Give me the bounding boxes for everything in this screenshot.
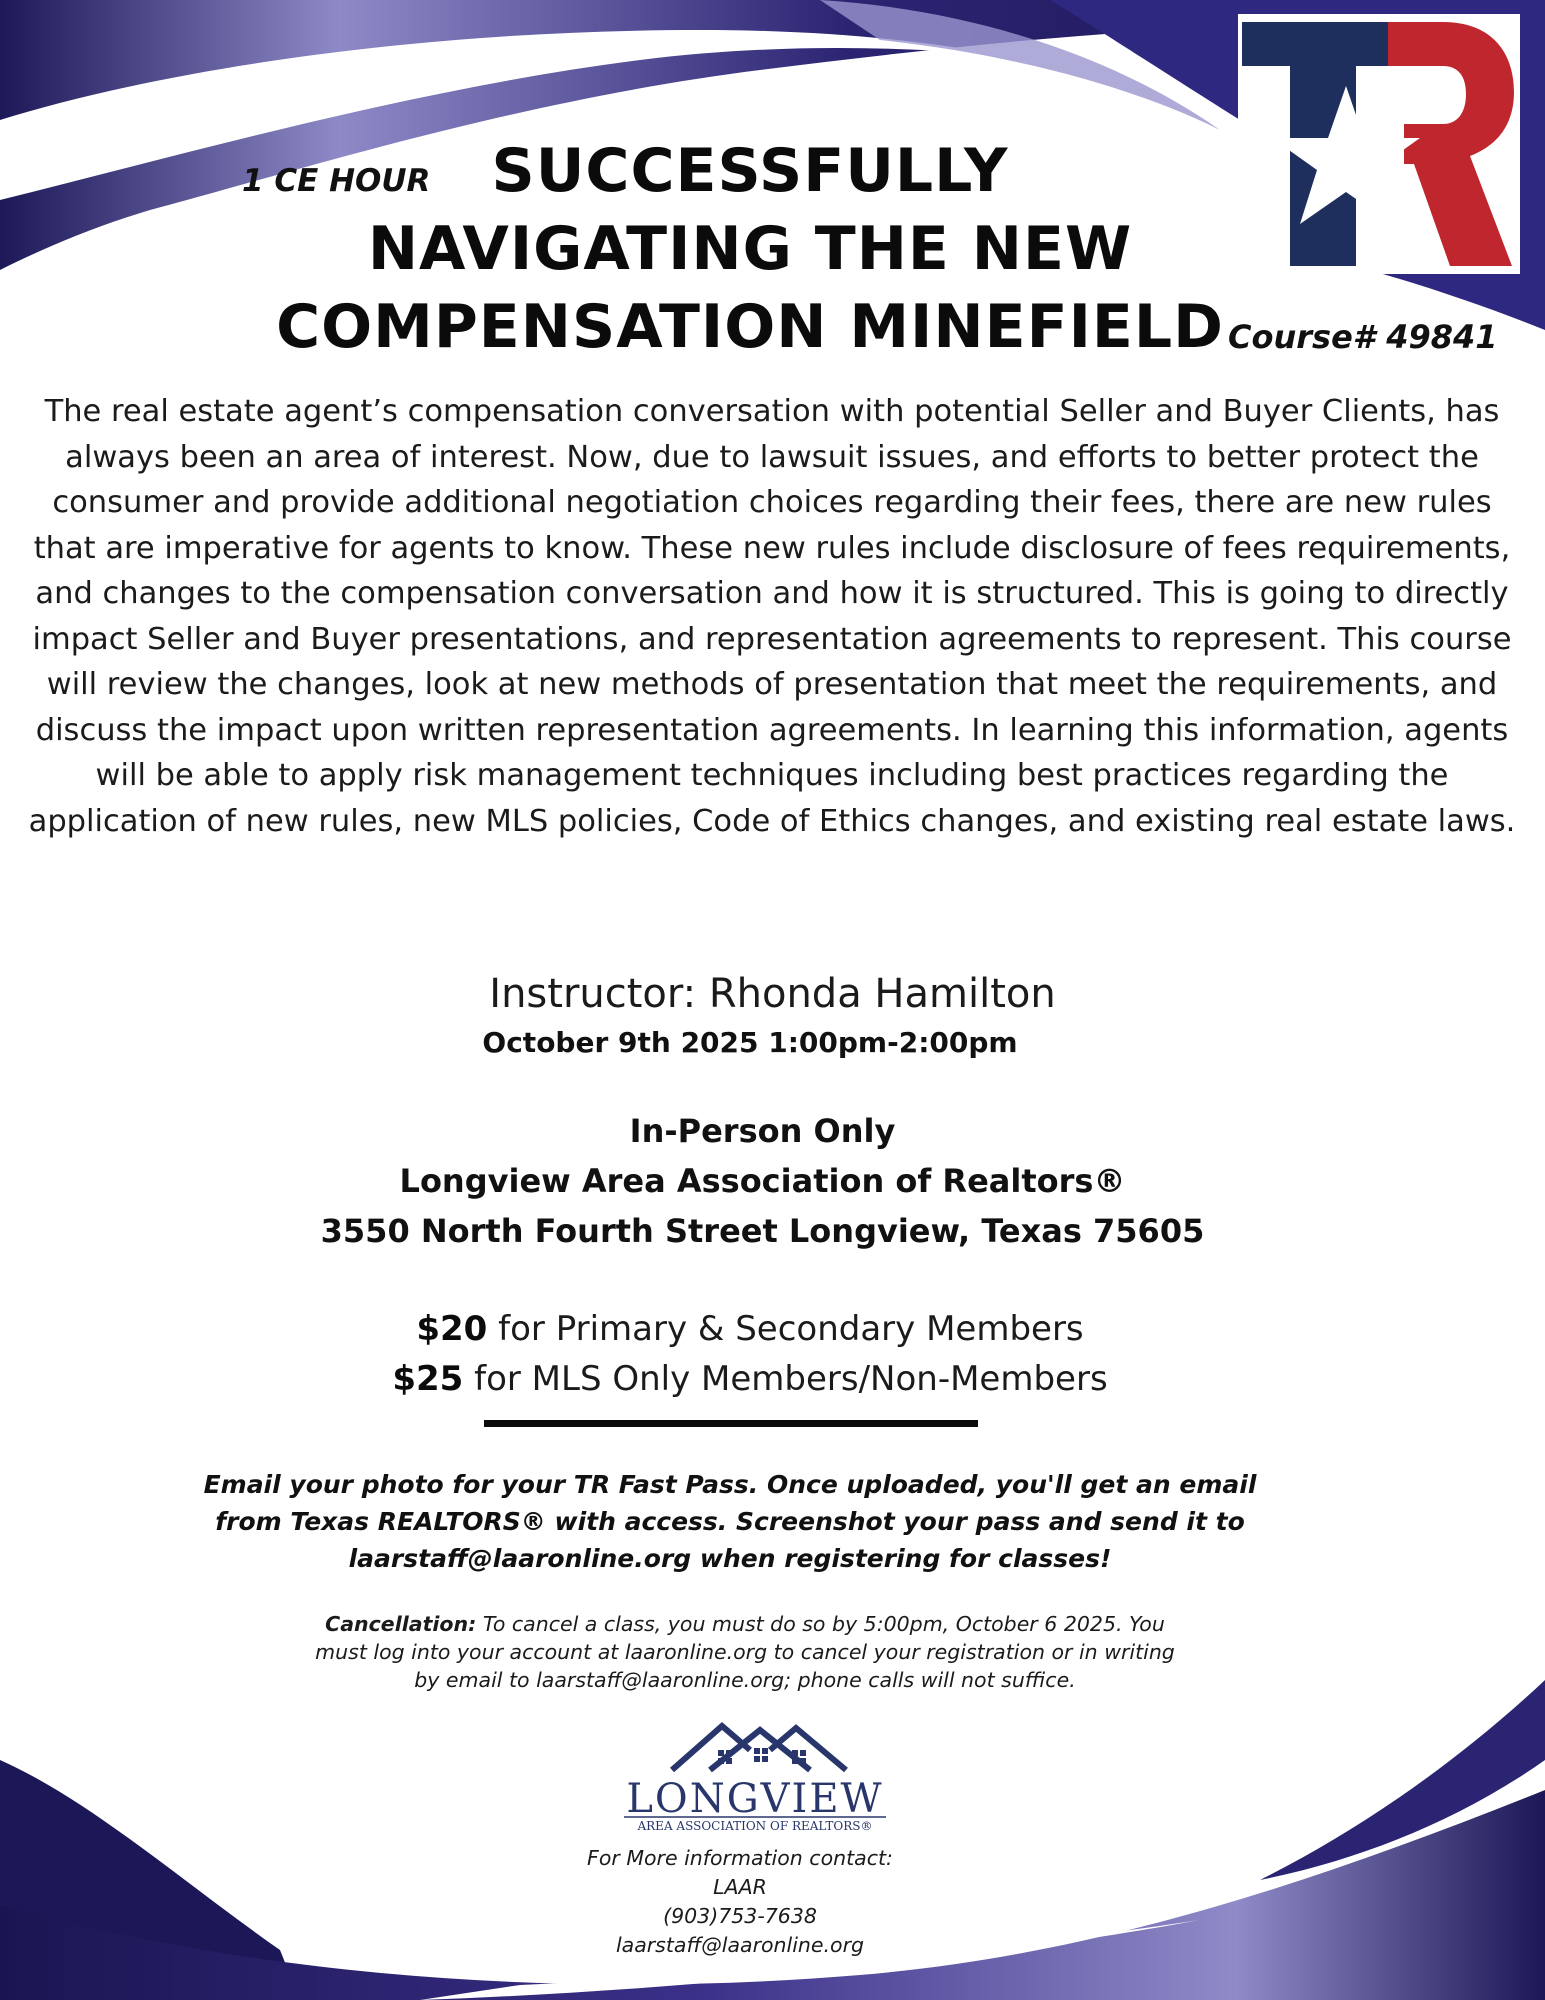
cancellation-line: by email to laarstaff@laaronline.org; phone calls will not suffice. [414,1668,1076,1692]
contact-heading: For More information contact: [587,1846,893,1870]
contact-info [0,1844,1480,1960]
venue-name: Longview Area Association of Realtors® [399,1162,1126,1200]
texas-realtors-logo-icon [1238,14,1520,274]
price-amount: $25 [392,1359,464,1399]
fast-pass-line: laarstaff@laaronline.org when registering for classes! [348,1544,1112,1573]
cancellation-line [240,1610,1250,1638]
longview-houses-logo-icon [610,1720,900,1832]
price-row [0,1304,1500,1354]
venue-address: 3550 North Fourth Street Longview, Texas 75605 [320,1212,1205,1250]
course-title [250,132,1250,366]
price-label: for MLS Only Members/Non-Members [474,1359,1108,1399]
contact-phone: (903)753-7638 [663,1904,817,1928]
price-row [0,1354,1500,1404]
section-divider [484,1420,978,1427]
pricing-block [0,1304,1500,1404]
cancellation-text: To cancel a class, you must do so by 5:00pm, October 6 2025. You [482,1612,1165,1636]
cancellation-line: must log into your account at laaronline.org to cancel your registration or in writing [315,1640,1175,1664]
title-line: SUCCESSFULLY [491,136,1009,206]
venue-format: In-Person Only [629,1112,896,1150]
class-datetime: October 9th 2025 1:00pm-2:00pm [482,1026,1018,1059]
fast-pass-line: from Texas REALTORS® with access. Screenshot your pass and send it to [215,1507,1245,1536]
course-number: Course# 49841 [1228,318,1498,356]
contact-email: laarstaff@laaronline.org [615,1933,865,1957]
laar-wordmark: LONGVIEW [626,1776,884,1822]
fast-pass-line: Email your photo for your TR Fast Pass. Once uploaded, you'll get an email [203,1470,1257,1499]
ce-hours-label: 1 CE HOUR [242,163,431,199]
laar-subtitle: AREA ASSOCIATION OF REALTORS® [637,1819,873,1832]
venue-block [0,1106,1525,1256]
instructor-name: Instructor: Rhonda Hamilton [489,971,1056,1017]
price-amount: $20 [416,1309,488,1349]
price-label: for Primary & Secondary Members [498,1309,1084,1349]
contact-org: LAAR [713,1875,767,1899]
house-windows [718,1748,806,1764]
cancellation-policy [240,1610,1250,1694]
cancellation-label: Cancellation: [325,1612,477,1636]
fast-pass-notice [140,1466,1320,1577]
title-line: NAVIGATING THE NEW [367,214,1133,284]
title-line: COMPENSATION MINEFIELD [276,292,1224,362]
course-description: The real estate agent’s compensation conversation with potential Seller and Buyer Clients, has always been an area of interest. Now, due to lawsuit issues, and efforts to better protect the consumer and provide additional negotiation choices regarding their fees, there are new rules that are imperative for agents to know. These new rules include disclosure of fees requirements, and changes to the compensation conversation and how it is structured. This is going to directly impact Seller and Buyer presentations, and representation agreements to represent. This course will review the changes, look at new methods of presentation that meet the requirements, and discuss the impact upon written representation agreements. In learning this information, agents will be able to apply risk management techniques including best practices regarding the application of new rules, new MLS policies, Code of Ethics changes, and existing real estate laws. [28,394,1516,839]
